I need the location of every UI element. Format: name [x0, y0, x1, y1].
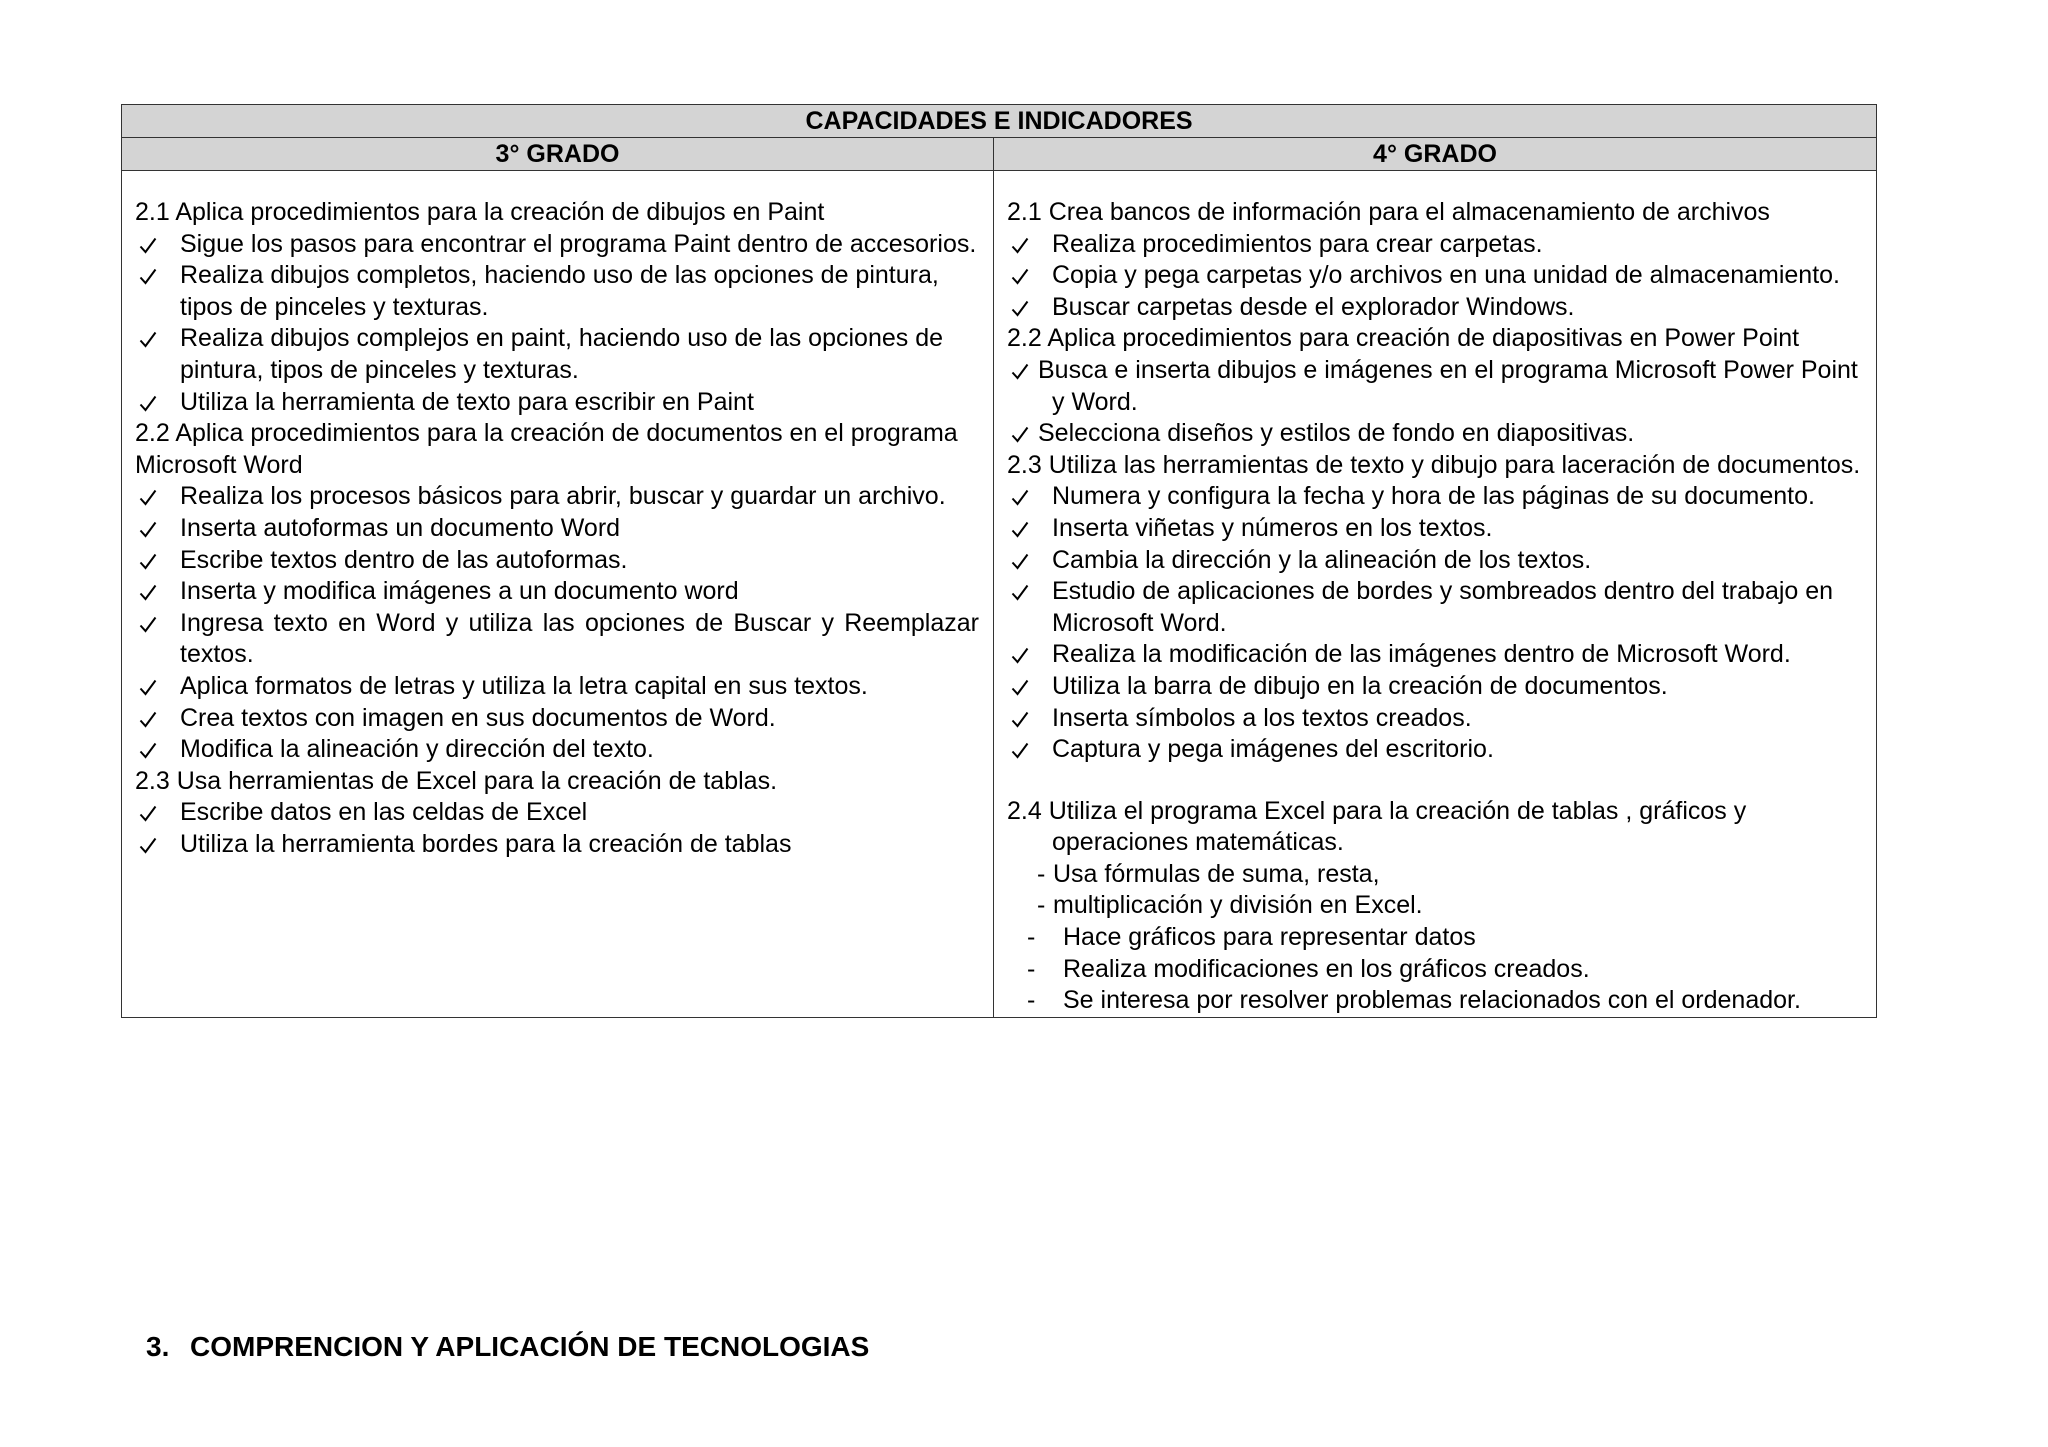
indicator-text: Copia y pega carpetas y/o archivos en una unidad de almacenamiento.: [1052, 261, 1841, 290]
checkmark-icon: [1007, 734, 1052, 759]
indicator-text: Inserta autoformas un documento Word: [180, 513, 621, 542]
section-heading: [146, 1331, 869, 1363]
indicator-item: [1007, 576, 1863, 639]
indicator-item: [135, 387, 979, 419]
indicator-item: [1007, 260, 1863, 292]
indicator-item: [135, 513, 979, 545]
indicator-text: Realiza los procesos básicos para abrir, buscar y guardar un archivo.: [180, 482, 946, 511]
indicator-text: Realiza dibujos complejos en paint, haciendo uso de las opciones de pintura, tipos de pinceles y texturas.: [180, 324, 944, 384]
indicator-item: [135, 734, 979, 766]
checkmark-icon: [1007, 418, 1038, 443]
capacity-heading: 2.2 Aplica procedimientos para creación de diapositivas en Power Point: [1007, 324, 1800, 353]
checkmark-icon: [1007, 545, 1052, 570]
indicator-text: Usa fórmulas de suma, resta,: [1053, 859, 1380, 888]
checkmark-icon: [1007, 260, 1052, 285]
column-body-4-grado: [994, 171, 1877, 1018]
dash-bullet-icon: -: [1037, 859, 1046, 888]
checkmark-icon: [1007, 703, 1052, 728]
indicator-text: Escribe textos dentro de las autoformas.: [180, 545, 628, 574]
indicator-item: [1007, 229, 1863, 261]
indicator-item: [1007, 355, 1863, 418]
indicator-item: [1007, 859, 1863, 891]
indicator-text: Estudio de aplicaciones de bordes y sombreados dentro del trabajo en Microsoft Word.: [1052, 577, 1834, 637]
checkmark-icon: [1007, 229, 1052, 254]
indicator-text: Crea textos con imagen en sus documentos de Word.: [180, 703, 776, 732]
checkmark-icon: [135, 703, 180, 728]
indicator-item: [1007, 985, 1863, 1017]
indicator-item: [1007, 703, 1863, 735]
indicator-item: [135, 576, 979, 608]
column-header-3-grado: 3° GRADO: [122, 138, 994, 171]
indicator-item: [135, 323, 979, 386]
indicator-item: [1007, 890, 1863, 922]
indicator-item: [135, 608, 979, 671]
dash-bullet-icon: -: [1027, 986, 1036, 1015]
indicator-text: Hace gráficos para representar datos: [1063, 923, 1476, 952]
checkmark-icon: [135, 829, 180, 854]
indicator-text: Realiza dibujos completos, haciendo uso de las opciones de pintura, tipos de pinceles y texturas.: [180, 261, 939, 321]
capacity-heading: 2.3 Usa herramientas de Excel para la creación de tablas.: [135, 766, 778, 795]
indicator-text: Utiliza la herramienta bordes para la creación de tablas: [180, 829, 792, 858]
indicator-text: Buscar carpetas desde el explorador Windows.: [1052, 292, 1575, 321]
indicator-text: Captura y pega imágenes del escritorio.: [1052, 735, 1494, 764]
capacity-heading: 2.2 Aplica procedimientos para la creación de documentos en el programa Microsoft Word: [135, 419, 958, 479]
indicator-text: Realiza modificaciones en los gráficos creados.: [1063, 954, 1590, 983]
column-header-4-grado: 4° GRADO: [994, 138, 1877, 171]
indicator-item: [1007, 922, 1863, 954]
checkmark-icon: [135, 229, 180, 254]
dash-bullet-icon: -: [1027, 923, 1036, 952]
section-number: 3.: [146, 1331, 170, 1362]
checkmark-icon: [1007, 292, 1052, 317]
capacity-heading: 2.1 Crea bancos de información para el almacenamiento de archivos: [1007, 198, 1770, 226]
indicator-item: [135, 703, 979, 735]
indicator-text: Se interesa por resolver problemas relacionados con el ordenador.: [1063, 986, 1801, 1015]
indicator-text: Aplica formatos de letras y utiliza la letra capital en sus textos.: [180, 671, 868, 700]
indicator-text: Cambia la dirección y la alineación de los textos.: [1052, 545, 1592, 574]
indicator-text: Inserta y modifica imágenes a un documento word: [180, 577, 739, 606]
dash-bullet-icon: -: [1027, 954, 1036, 983]
capacity-heading: 2.4 Utiliza el programa Excel para la creación de tablas , gráficos y operaciones matemáticas.: [1007, 796, 1747, 857]
checkmark-icon: [135, 576, 180, 601]
capacidades-table: [121, 104, 1877, 1018]
checkmark-icon: [135, 545, 180, 570]
indicator-text: multiplicación y división en Excel.: [1053, 891, 1423, 920]
indicator-item: [1007, 513, 1863, 545]
checkmark-icon: [135, 671, 180, 696]
indicator-item: [1007, 954, 1863, 986]
indicator-text: Utiliza la herramienta de texto para escribir en Paint: [180, 387, 754, 416]
indicator-item: [1007, 418, 1863, 450]
indicator-item: [1007, 481, 1863, 513]
indicator-item: [1007, 545, 1863, 577]
checkmark-icon: [1007, 639, 1052, 664]
indicator-item: [135, 481, 979, 513]
capacity-heading: 2.3 Utiliza las herramientas de texto y dibujo para laceración de documentos.: [1007, 450, 1861, 479]
checkmark-icon: [1007, 481, 1052, 506]
indicator-text: Numera y configura la fecha y hora de las páginas de su documento.: [1052, 482, 1815, 511]
section-title: COMPRENCION Y APLICACIÓN DE TECNOLOGIAS: [190, 1331, 870, 1362]
indicator-item: [1007, 671, 1863, 703]
indicator-item: [1007, 734, 1863, 766]
indicator-text: Utiliza la barra de dibujo en la creación de documentos.: [1052, 671, 1668, 700]
indicator-text: Inserta viñetas y números en los textos.: [1052, 513, 1493, 542]
indicator-item: [1007, 639, 1863, 671]
indicator-item: [135, 671, 979, 703]
indicator-item: [135, 545, 979, 577]
indicator-text: Realiza la modificación de las imágenes dentro de Microsoft Word.: [1052, 640, 1791, 669]
checkmark-icon: [135, 323, 180, 348]
indicator-item: [135, 829, 979, 861]
indicator-text: Realiza procedimientos para crear carpetas.: [1052, 229, 1543, 258]
checkmark-icon: [135, 608, 180, 633]
indicator-item: [135, 797, 979, 829]
checkmark-icon: [135, 387, 180, 412]
checkmark-icon: [1007, 576, 1052, 601]
indicator-text: Modifica la alineación y dirección del texto.: [180, 735, 654, 764]
checkmark-icon: [1007, 671, 1052, 696]
checkmark-icon: [135, 513, 180, 538]
dash-bullet-icon: -: [1037, 891, 1046, 920]
table-title: CAPACIDADES E INDICADORES: [122, 105, 1877, 138]
column-body-3-grado: [122, 171, 994, 1018]
indicator-item: [135, 260, 979, 323]
indicator-text: Escribe datos en las celdas de Excel: [180, 798, 588, 827]
indicator-text: Ingresa texto en Word y utiliza las opciones de Buscar y Reemplazar textos.: [180, 608, 979, 669]
checkmark-icon: [135, 260, 180, 285]
indicator-item: [1007, 292, 1863, 324]
indicator-text: Selecciona diseños y estilos de fondo en diapositivas.: [1038, 419, 1635, 448]
capacity-heading: 2.1 Aplica procedimientos para la creación de dibujos en Paint: [135, 198, 825, 226]
checkmark-icon: [135, 481, 180, 506]
indicator-item: [135, 229, 979, 261]
indicator-text: Sigue los pasos para encontrar el programa Paint dentro de accesorios.: [180, 229, 977, 258]
checkmark-icon: [1007, 513, 1052, 538]
checkmark-icon: [135, 734, 180, 759]
checkmark-icon: [1007, 355, 1038, 380]
indicator-text: Inserta símbolos a los textos creados.: [1052, 703, 1472, 732]
indicator-text: Busca e inserta dibujos e imágenes en el programa Microsoft Power Point y Word.: [1038, 355, 1858, 416]
checkmark-icon: [135, 797, 180, 822]
